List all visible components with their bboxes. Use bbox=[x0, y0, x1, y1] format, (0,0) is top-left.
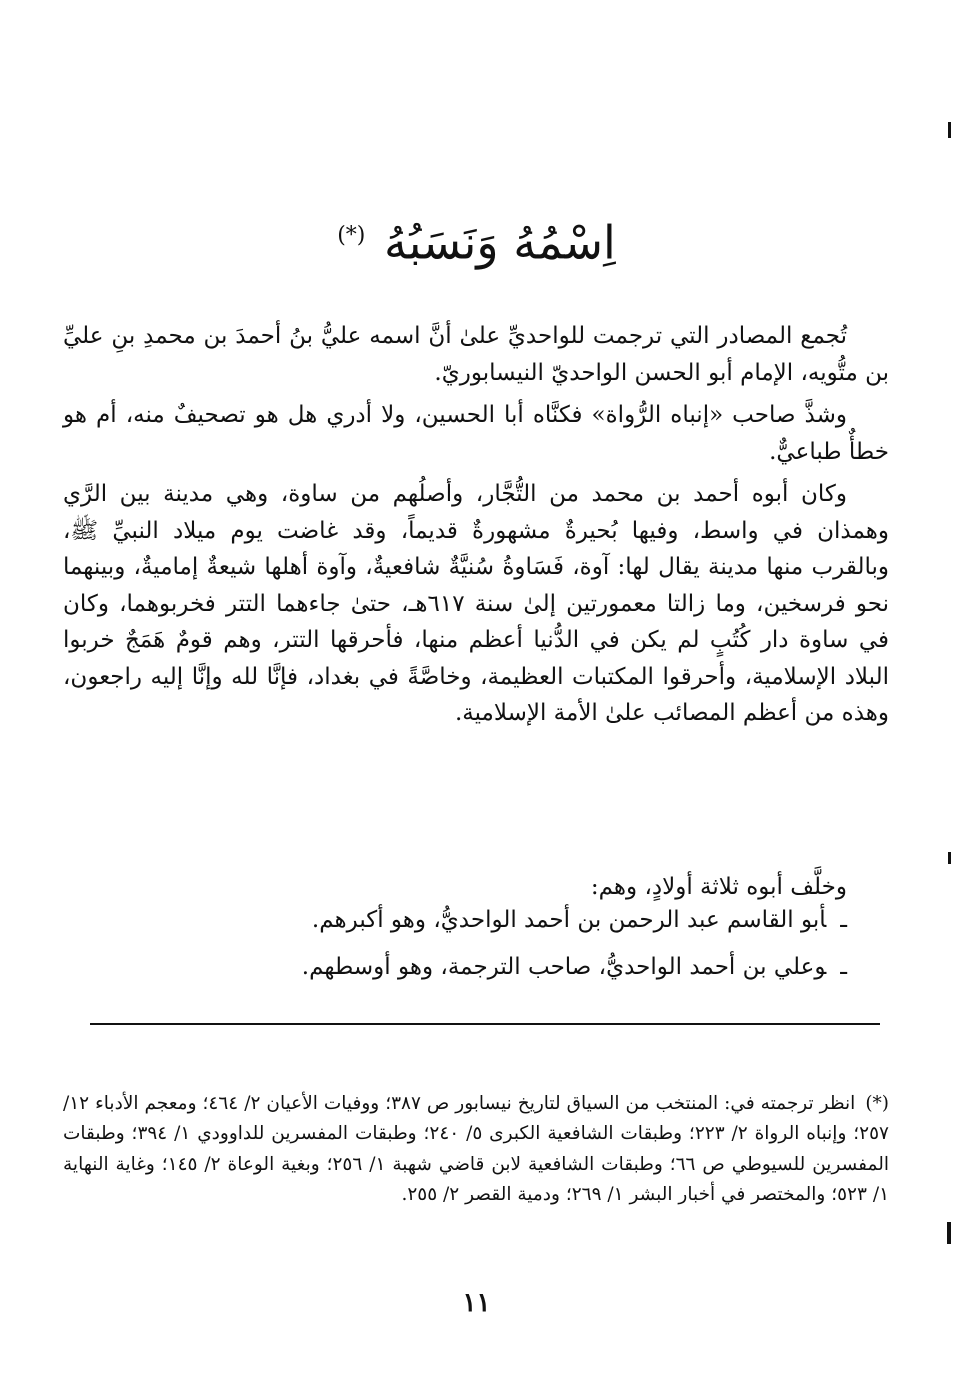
footnote-mark: (*) bbox=[865, 1092, 889, 1114]
footnote-reference-mark: (*) bbox=[337, 222, 366, 248]
list-dash: ـ bbox=[840, 907, 847, 933]
list-item-text: وعلي بن أحمد الواحديُّ، صاحب الترجمة، وهو أوسطهم. bbox=[301, 954, 827, 980]
footnote bbox=[63, 1089, 889, 1211]
paragraph-name-agreement: تُجمع المصادر التي ترجمت للواحديِّ علىٰ أنَّ اسمه عليُّ بنُ أحمدَ بن محمدِ بنِ عليِّ بن متُّويه، الإمام أبو الحسن الواحديّ النيسابوريّ. bbox=[63, 323, 889, 386]
list-item bbox=[63, 947, 847, 987]
list-item-text: أبو القاسم عبد الرحمن بن أحمد الواحديُّ، وهو أكبرهم. bbox=[311, 907, 827, 933]
list-item bbox=[63, 900, 847, 940]
sons-list bbox=[63, 900, 847, 994]
main-text bbox=[63, 318, 889, 738]
paragraph-father-origin: وكان أبوه أحمد بن محمد من التُّجَّار، وأصلُهم من ساوة، وهي مدينة بين الرَّي وهمذان في واسط، وفيها بُحيرةٌ مشهورةٌ قديماً، وقد غاضت يوم ميلاد النبيِّ ﷺ، وبالقرب منها مدينة يقال لها: آوة، فَسَاوةُ سُنيَّةٌ شافعيةٌ، وآوة أهلها شيعةٌ إماميةٌ، وبينهما نحو فرسخين، وما زالتا معمورتين إلىٰ سنة ٦١٧هـ، حتىٰ جاءهما التتر فخربوهما، وكان في ساوة دار كُتُبٍ لم يكن في الدُّنيا أعظم منها، فأحرقها التتر، وهم قومٌ هَمَجٌ خربوا البلاد الإسلامية، وأحرقوا المكتبات العظيمة، وخاصَّةً في بغداد، فإنَّا لله وإنَّا إليه راجعون، وهذه من أعظم المصائب علىٰ الأمة الإسلامية. bbox=[63, 481, 889, 726]
footnote-text: انظر ترجمته في: المنتخب من السياق لتاريخ نيسابور ص ٣٨٧؛ ووفيات الأعيان ٢/ ٤٦٤؛ ومعجم الأدباء ١٢/ ٢٥٧؛ وإنباه الرواة ٢/ ٢٢٣؛ وطبقات الشافعية الكبرى ٥/ ٢٤٠؛ وطبقات المفسرين للداوودي ١/ ٣٩٤؛ وطبقات المفسرين للسيوطي ص ٦٦؛ وطبقات الشافعية لابن قاضي شهبة ١/ ٢٥٦؛ وبغية الوعاة ٢/ ١٤٥؛ وغاية النهاية ١/ ٥٢٣؛ والمختصر في أخبار البشر ١/ ٢٦٩؛ ودمية القصر ٢/ ٢٥٥. bbox=[63, 1092, 889, 1205]
chapter-title bbox=[0, 201, 953, 277]
footnote-divider bbox=[90, 1023, 880, 1025]
chapter-title-text: اِسْمُهُ وَنَسَبُهُ bbox=[384, 215, 616, 270]
margin-mark bbox=[948, 122, 951, 138]
margin-mark bbox=[948, 852, 951, 864]
page-number: ١١ bbox=[462, 1288, 491, 1318]
paragraph-kunya-note: وشذَّ صاحب «إنباه الرُّواة» فكنَّاه أبا الحسين، ولا أدري هل هو تصحيفٌ منه، أم هو خطأٌ طباعيٌّ. bbox=[63, 402, 889, 465]
list-dash: ـ bbox=[840, 954, 847, 980]
sons-intro: وخلَّف أبوه ثلاثة أولادٍ، وهم: bbox=[590, 874, 847, 900]
margin-mark bbox=[947, 1222, 951, 1244]
